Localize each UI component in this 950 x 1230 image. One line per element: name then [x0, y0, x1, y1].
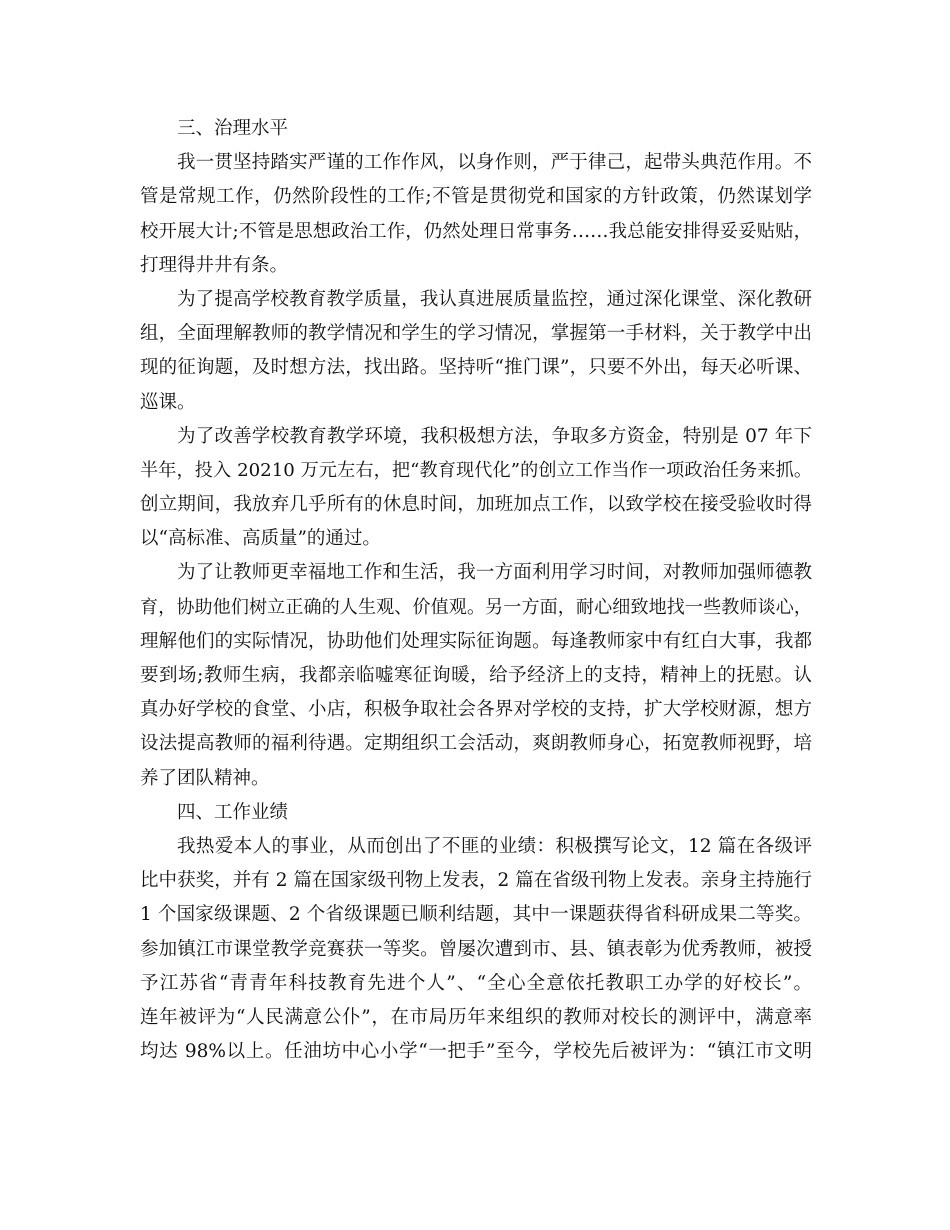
paragraph-line: 1 个国家级课题、2 个省级课题已顺利结题，其中一课题获得省科研成果二等奖。 [140, 904, 812, 926]
section-heading: 三、治理水平 [177, 118, 289, 139]
document-page [140, 112, 812, 1069]
paragraph-line: 设法提高教师的福利待遇。定期组织工会活动，爽朗教师身心，拓宽教师视野，培 [140, 733, 812, 755]
paragraph-line: 巡课。 [140, 391, 196, 413]
paragraph-line: 为了改善学校教育教学环境，我积极想方法，争取多方资金，特别是 07 年下 [177, 425, 812, 447]
paragraph-line: 真办好学校的食堂、小店，积极争取社会各界对学校的支持，扩大学校财源，想方 [140, 699, 812, 721]
paragraph-line: 要到场;教师生病，我都亲临嘘寒征询暖，给予经济上的支持，精神上的抚慰。认 [140, 665, 812, 686]
paragraph-line: 为了让教师更幸福地工作和生活，我一方面利用学习时间，对教师加强师德教 [177, 562, 812, 584]
paragraph-line: 理解他们的实际情况，协助他们处理实际征询题。每逢教师家中有红白大事，我都 [140, 630, 812, 652]
paragraph-line: 养了团队精神。 [140, 767, 270, 789]
paragraph-line: 现的征询题，及时想方法，找出路。坚持听“推门课”，只要不外出，每天必听课、 [140, 357, 812, 379]
paragraph-line: 以“高标准、高质量”的通过。 [140, 528, 381, 550]
paragraph-line: 连年被评为“人民满意公仆”，在市局历年来组织的教师对校长的测评中，满意率 [140, 1006, 812, 1028]
paragraph-line: 予江苏省“青青年科技教育先进个人”、“全心全意依托教职工办学的好校长”。 [140, 972, 812, 994]
paragraph-line: 我一贯坚持踏实严谨的工作作风，以身作则，严于律己，起带头典范作用。不 [177, 152, 812, 174]
paragraph-line: 我热爱本人的事业，从而创出了不匪的业绩：积极撰写论文，12 篇在各级评 [177, 835, 812, 857]
section-heading: 四、工作业绩 [177, 801, 289, 823]
paragraph-line: 管是常规工作，仍然阶段性的工作;不管是贯彻党和国家的方针政策，仍然谋划学 [140, 186, 812, 208]
paragraph-line: 打理得井井有条。 [140, 254, 289, 276]
paragraph-line: 校开展大计;不管是思想政治工作，仍然处理日常事务……我总能安排得妥妥贴贴， [140, 220, 812, 242]
paragraph-line: 比中获奖，并有 2 篇在国家级刊物上发表，2 篇在省级刊物上发表。亲身主持施行 [140, 870, 812, 892]
paragraph-line: 育，协助他们树立正确的人生观、价值观。另一方面，耐心细致地找一些教师谈心， [140, 596, 812, 618]
paragraph-line: 为了提高学校教育教学质量，我认真进展质量监控，通过深化课堂、深化教研 [177, 288, 812, 310]
paragraph-line: 组，全面理解教师的教学情况和学生的学习情况，掌握第一手材料，关于教学中出 [140, 323, 812, 345]
paragraph-line: 半年，投入 20210 万元左右，把“教育现代化”的创立工作当作一项政治任务来抓。 [140, 459, 812, 481]
paragraph-line: 参加镇江市课堂教学竞赛获一等奖。曾屡次遭到市、县、镇表彰为优秀教师，被授 [140, 938, 812, 960]
paragraph-line: 创立期间，我放弃几乎所有的休息时间，加班加点工作，以致学校在接受验收时得 [140, 494, 812, 516]
paragraph-line: 均达 98%以上。任油坊中心小学“一把手”至今，学校先后被评为：“镇江市文明 [140, 1041, 812, 1063]
